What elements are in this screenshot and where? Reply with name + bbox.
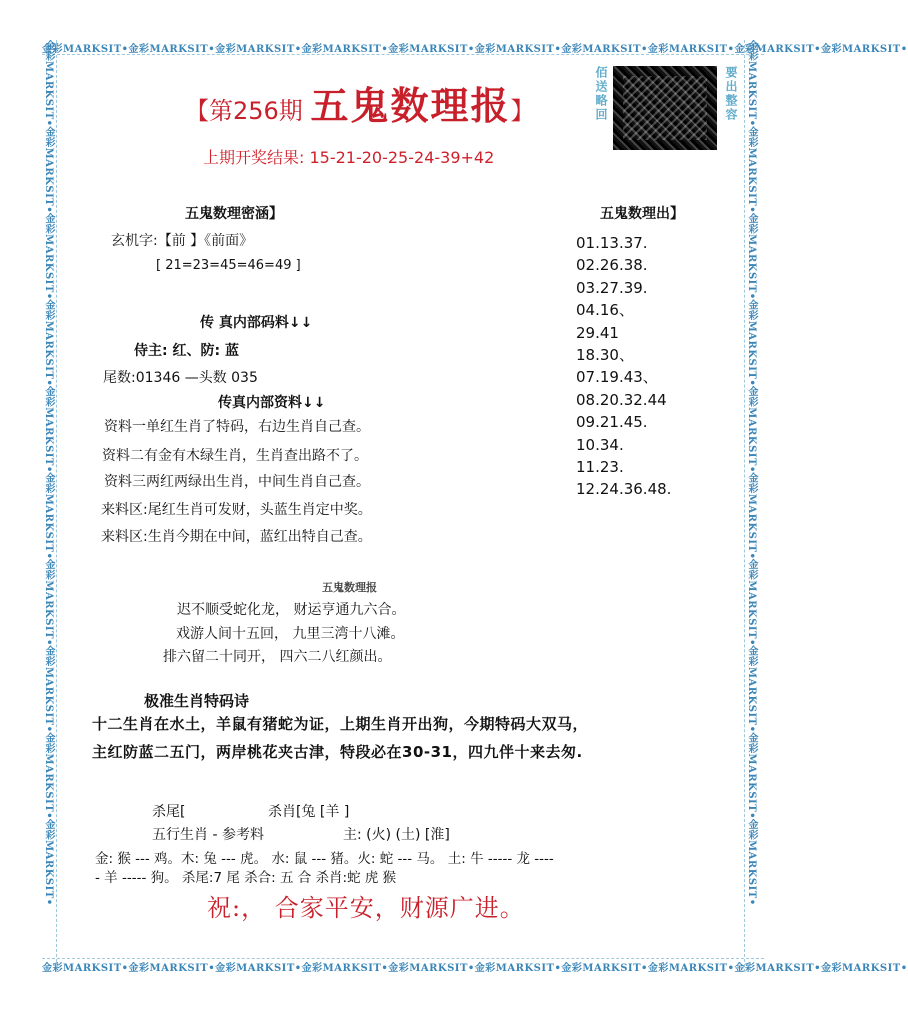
- poem-line-2: 戏游人间十五回， 九里三湾十八滩。: [176, 626, 405, 642]
- poem-label: 五鬼数理报: [322, 581, 377, 594]
- title-bracket-close: 】: [510, 97, 535, 125]
- info-item-3: 资料三两红两绿出生肖，中间生肖自己查。: [104, 474, 370, 490]
- qr-code-image: [613, 66, 717, 150]
- border-bottom-band: 金彩MARKSIT•金彩MARKSIT•金彩MARKSIT•金彩MARKSIT•金彩MARKSIT•金彩MARKSIT•金彩MARKSIT•金彩MARKSIT•金彩MARKSIT•金彩MARKSIT•: [42, 958, 764, 973]
- number-list-item: 11.23.: [576, 458, 624, 477]
- wei-shu-line: 尾数:01346 —头数 035: [103, 370, 258, 386]
- fax-heading-2: 传真内部资料↓↓: [218, 395, 326, 411]
- left-section-heading: 五鬼数理密涵】: [185, 206, 283, 222]
- last-draw-result: 上期开奖结果: 15-21-20-25-24-39+42: [203, 148, 495, 167]
- info-item-1: 资料一单红生肖了特码，右边生肖自己查。: [104, 419, 370, 435]
- wuxing-label: 五行生肖 - 参考料: [152, 827, 264, 843]
- sha-wei-label: 杀尾[: [152, 804, 186, 820]
- border-left-band: 金彩MARKSIT•金彩MARKSIT•金彩MARKSIT•金彩MARKSIT•金彩MARKSIT•金彩MARKSIT•金彩MARKSIT•金彩MARKSIT•金彩MARKSIT•金彩MARKSIT•: [42, 40, 57, 972]
- qr-side-label-left: 佰送略回: [594, 66, 608, 122]
- fax-heading-1: 传 真内部码料↓↓: [200, 315, 313, 331]
- dai-zhu-line: 侍主: 红、防: 蓝: [134, 343, 239, 359]
- special-poem-line-2: 主红防蓝二五门，两岸桃花夹古津，特段必在30-31，四九伴十来去匆.: [92, 743, 583, 761]
- right-section-heading: 五鬼数理出】: [600, 206, 684, 222]
- number-list-item: 12.24.36.48.: [576, 480, 672, 499]
- paper-name: 五鬼数理报: [310, 83, 511, 128]
- special-poem-heading: 极准生肖特码诗: [144, 692, 250, 710]
- issue-number: 第256期: [209, 97, 303, 125]
- border-top-band: 金彩MARKSIT•金彩MARKSIT•金彩MARKSIT•金彩MARKSIT•金彩MARKSIT•金彩MARKSIT•金彩MARKSIT•金彩MARKSIT•金彩MARKSIT•金彩MARKSIT•: [42, 40, 764, 55]
- number-list-item: 07.19.43、: [576, 368, 658, 387]
- number-list-item: 09.21.45.: [576, 413, 648, 432]
- special-poem-line-1: 十二生肖在水土，羊鼠有猪蛇为证，上期生肖开出狗，今期特码大双马，: [92, 715, 589, 733]
- info-item-4: 来料区:尾红生肖可发财，头蓝生肖定中奖。: [101, 502, 372, 518]
- xuanji-line: 玄机字:【前 】《前面》: [111, 233, 254, 249]
- number-list-item: 03.27.39.: [576, 278, 648, 297]
- number-list-item: 18.30、: [576, 346, 634, 365]
- wuxing-line-a: 金: 猴 --- 鸡。木: 兔 --- 虎。 水: 鼠 --- 猪。火: 蛇 --- 马。 土: 牛 ----- 龙 ----: [95, 851, 554, 867]
- number-list: [576, 232, 671, 501]
- poem-line-3: 排六留二十同开， 四六二八红颜出。: [163, 649, 392, 665]
- number-list-item: 04.16、: [576, 301, 634, 320]
- zhu-label: 主: (火) (土) [淮]: [343, 827, 450, 843]
- blessing-text: 祝:， 合家平安，财源广进。: [207, 894, 525, 922]
- border-right-band: 金彩MARKSIT•金彩MARKSIT•金彩MARKSIT•金彩MARKSIT•金彩MARKSIT•金彩MARKSIT•金彩MARKSIT•金彩MARKSIT•金彩MARKSIT•金彩MARKSIT•: [744, 40, 759, 972]
- wuxing-line-b: - 羊 ----- 狗。 杀尾:7 尾 杀合: 五 合 杀肖:蛇 虎 猴: [95, 870, 397, 886]
- number-list-item: 01.13.37.: [576, 234, 648, 252]
- formula-line: [ 21=23=45=46=49 ]: [156, 258, 301, 273]
- title-bracket-open: 【: [185, 97, 209, 125]
- qr-side-label-right: 要出整容: [724, 66, 738, 122]
- number-list-item: 02.26.38.: [576, 256, 648, 275]
- number-list-item: 08.20.32.44: [576, 390, 667, 409]
- sha-xiao-label: 杀肖[兔 [羊 ]: [268, 804, 350, 820]
- number-list-item: 29.41: [576, 323, 619, 342]
- poem-line-1: 迟不顺受蛇化龙， 财运亨通九六合。: [177, 602, 406, 618]
- number-list-item: 10.34.: [576, 435, 624, 454]
- page-title: [185, 75, 534, 130]
- info-item-2: 资料二有金有木绿生肖，生肖查出路不了。: [102, 448, 368, 464]
- info-item-5: 来料区:生肖今期在中间，蓝红出特自己查。: [101, 529, 372, 545]
